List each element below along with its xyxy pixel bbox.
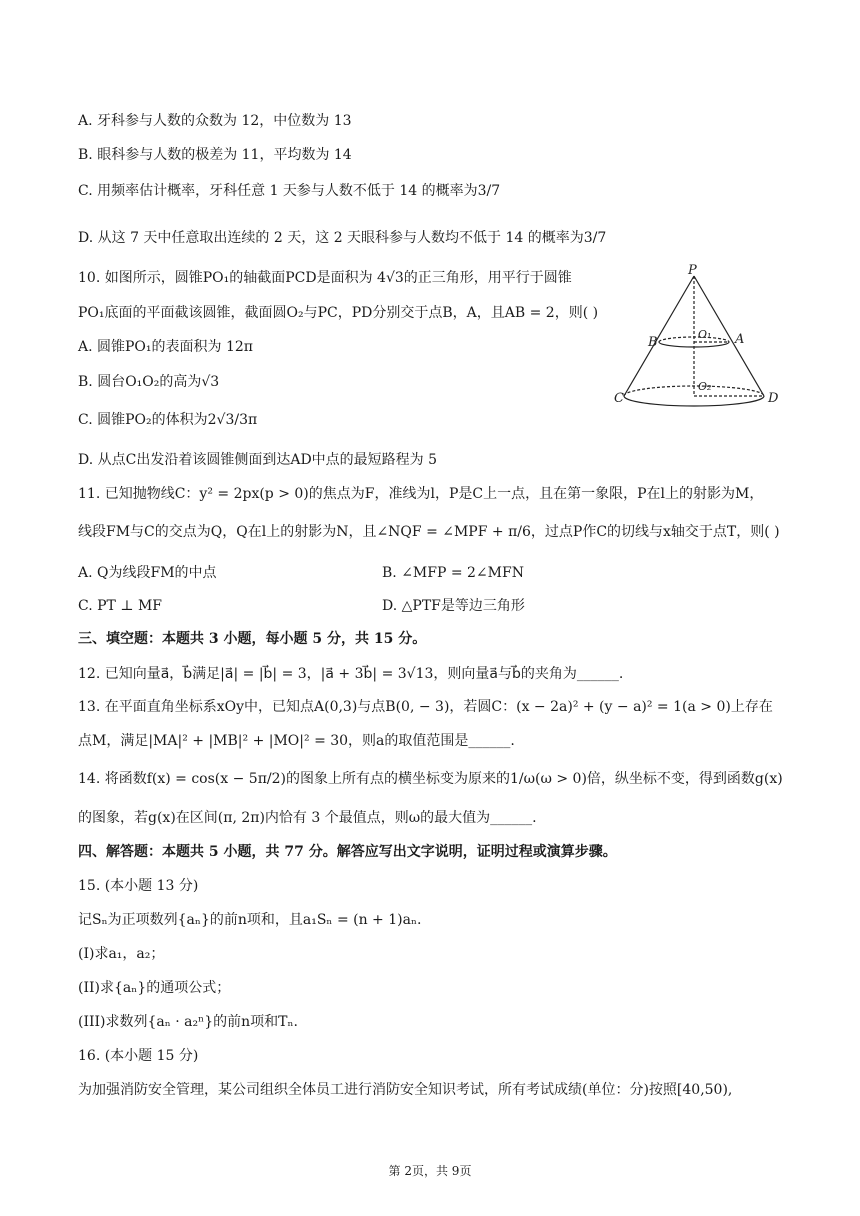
q11-stem-line2: 线段FM与C的交点为Q，Q在l上的射影为N，且∠NQF = ∠MPF + π/6，过点P作C的切线与x轴交于点T，则( )	[78, 524, 780, 540]
q9-option-d: D. 从这 7 天中任意取出连续的 2 天，这 2 天眼科参与人数均不低于 14 的概率为3/7	[78, 230, 607, 246]
q13-line2: 点M，满足|MA|² + |MB|² + |MO|² = 30，则a的取值范围是______.	[78, 733, 515, 749]
q11-option-a: A. Q为线段FM的中点	[78, 565, 217, 581]
q9-option-a: A. 牙科参与人数的众数为 12，中位数为 13	[78, 113, 352, 129]
label-A: A	[735, 332, 745, 347]
page-footer: 第 2页，共 9页	[388, 1164, 472, 1178]
q11-stem-line1: 11. 已知抛物线C：y² = 2px(p > 0)的焦点为F，准线为l，P是C上一点，且在第一象限，P在l上的射影为M，	[78, 486, 764, 502]
cone-edge-left	[624, 276, 694, 396]
section-3-heading: 三、填空题：本题共 3 小题，每小题 5 分，共 15 分。	[78, 631, 427, 647]
q9-option-c: C. 用频率估计概率，牙科任意 1 天参与人数不低于 14 的概率为3/7	[78, 183, 501, 199]
q16-stem: 为加强消防安全管理，某公司组织全体员工进行消防安全知识考试，所有考试成绩(单位：分)按照[40,50),	[78, 1082, 733, 1098]
label-O2: O₂	[698, 380, 712, 393]
q13-line1: 13. 在平面直角坐标系xOy中，已知点A(0,3)与点B(0, − 3)，若圆C：(x − 2a)² + (y − a)² = 1(a > 0)上存在	[78, 699, 773, 715]
q11-option-c: C. PT ⊥ MF	[78, 598, 162, 614]
q16-heading: 16. (本小题 15 分)	[78, 1048, 199, 1064]
q10-option-b: B. 圆台O₁O₂的高为√3	[78, 374, 220, 390]
q11-option-d: D. △PTF是等边三角形	[382, 598, 525, 614]
q12: 12. 已知向量a⃗，b⃗满足|a⃗| = |b⃗| = 3，|a⃗ + 3b⃗| = 3√13，则向量a⃗与b⃗的夹角为______.	[78, 666, 624, 682]
cone-figure	[612, 262, 792, 410]
q14-line2: 的图象，若g(x)在区间(π, 2π)内恰有 3 个最值点，则ω的最大值为______.	[78, 810, 537, 826]
label-C: C	[614, 391, 624, 406]
q14-line1: 14. 将函数f(x) = cos(x − 5π/2)的图象上所有点的横坐标变为原来的1/ω(ω > 0)倍，纵坐标不变，得到函数g(x)	[78, 771, 783, 787]
label-D: D	[768, 391, 779, 406]
q15-heading: 15. (本小题 13 分)	[78, 878, 199, 894]
section-4-heading: 四、解答题：本题共 5 小题，共 77 分。解答应写出文字说明，证明过程或演算步骤。	[78, 844, 617, 860]
q10-option-c: C. 圆锥PO₂的体积为2√3/3π	[78, 412, 258, 428]
q15-part-1: (I)求a₁，a₂；	[78, 946, 165, 962]
q15-part-2: (II)求{aₙ}的通项公式；	[78, 980, 231, 996]
q15-part-3: (III)求数列{aₙ · a₂ⁿ}的前n项和Tₙ.	[78, 1014, 298, 1030]
base-front-arc	[624, 396, 764, 406]
label-P: P	[688, 263, 697, 278]
label-B: B	[648, 335, 658, 350]
q10-stem-line2: PO₁底面的平面截该圆锥，截面圆O₂与PC，PD分别交于点B，A，且AB = 2，则( )	[78, 305, 599, 321]
label-O1: O₁	[698, 328, 712, 341]
q15-stem: 记Sₙ为正项数列{aₙ}的前n项和，且a₁Sₙ = (n + 1)aₙ.	[78, 912, 422, 928]
q9-option-b: B. 眼科参与人数的极差为 11，平均数为 14	[78, 147, 352, 163]
q11-option-b: B. ∠MFP = 2∠MFN	[382, 565, 524, 581]
q10-option-d: D. 从点C出发沿着该圆锥侧面到达AD中点的最短路程为 5	[78, 452, 438, 468]
q10-option-a: A. 圆锥PO₁的表面积为 12π	[78, 339, 253, 355]
q10-stem-line1: 10. 如图所示，圆锥PO₁的轴截面PCD是面积为 4√3的正三角形，用平行于圆锥	[78, 270, 572, 286]
